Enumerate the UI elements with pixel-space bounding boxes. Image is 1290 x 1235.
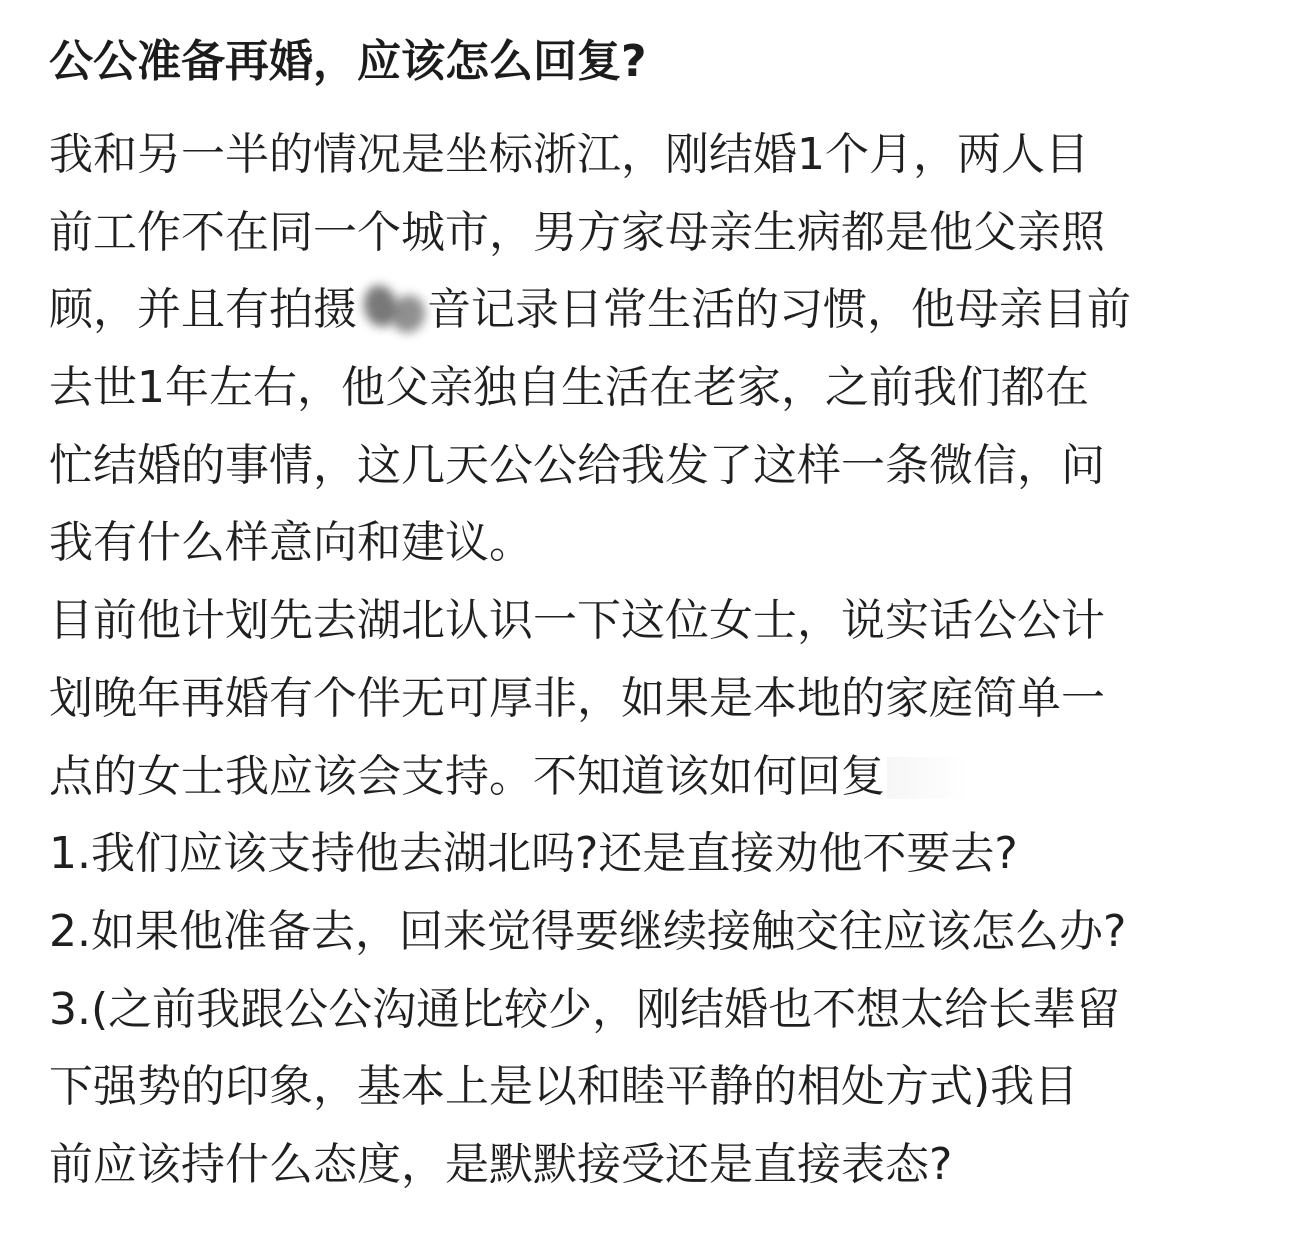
post-body: [49, 116, 1259, 1204]
ink-smudge-icon: [357, 284, 427, 332]
question-3-line-3: 前应该持什么态度，是默默接受还是直接表态?: [49, 1138, 953, 1190]
body-line-6: 我有什么样意向和建议。: [49, 517, 533, 569]
body-line-1: 我和另一半的情况是坐标浙江，刚结婚1个月，两人目: [49, 129, 1089, 180]
body-line-8: 划晚年再婚有个伴无可厚非，如果是本地的家庭简单一: [49, 672, 1105, 724]
question-1: 1.我们应该支持他去湖北吗?还是直接劝他不要去?: [49, 828, 1018, 880]
body-line-3: [49, 271, 1259, 349]
question-3-line-1: 3.(之前我跟公公沟通比较少，刚结婚也不想太给长辈留: [49, 983, 1121, 1035]
body-line-7: 目前他计划先去湖北认识一下这位女士，说实话公公计: [49, 595, 1105, 647]
faded-highlight: [887, 757, 969, 799]
body-line-5: 忙结婚的事情，这几天公公给我发了这样一条微信，问: [49, 439, 1105, 491]
body-line-4: 去世1年左右，他父亲独自生活在老家，之前我们都在: [49, 362, 1089, 414]
body-line-2: 前工作不在同一个城市，男方家母亲生病都是他父亲照: [49, 206, 1105, 258]
question-3-line-2: 下强势的印象，基本上是以和睦平静的相处方式)我目: [49, 1061, 1079, 1113]
body-line-9-text: 点的女士我应该会支持。不知道该如何回复: [49, 750, 885, 802]
body-line-9: [49, 738, 1259, 816]
post-title: 公公准备再婚，应该怎么回复?: [49, 36, 647, 87]
question-2: 2.如果他准备去，回来觉得要继续接触交往应该怎么办?: [49, 905, 1127, 957]
body-line-3-end: 音记录日常生活的习惯，他母亲目前: [427, 284, 1131, 336]
body-line-3-start: 顾，并且有拍摄: [49, 284, 357, 336]
